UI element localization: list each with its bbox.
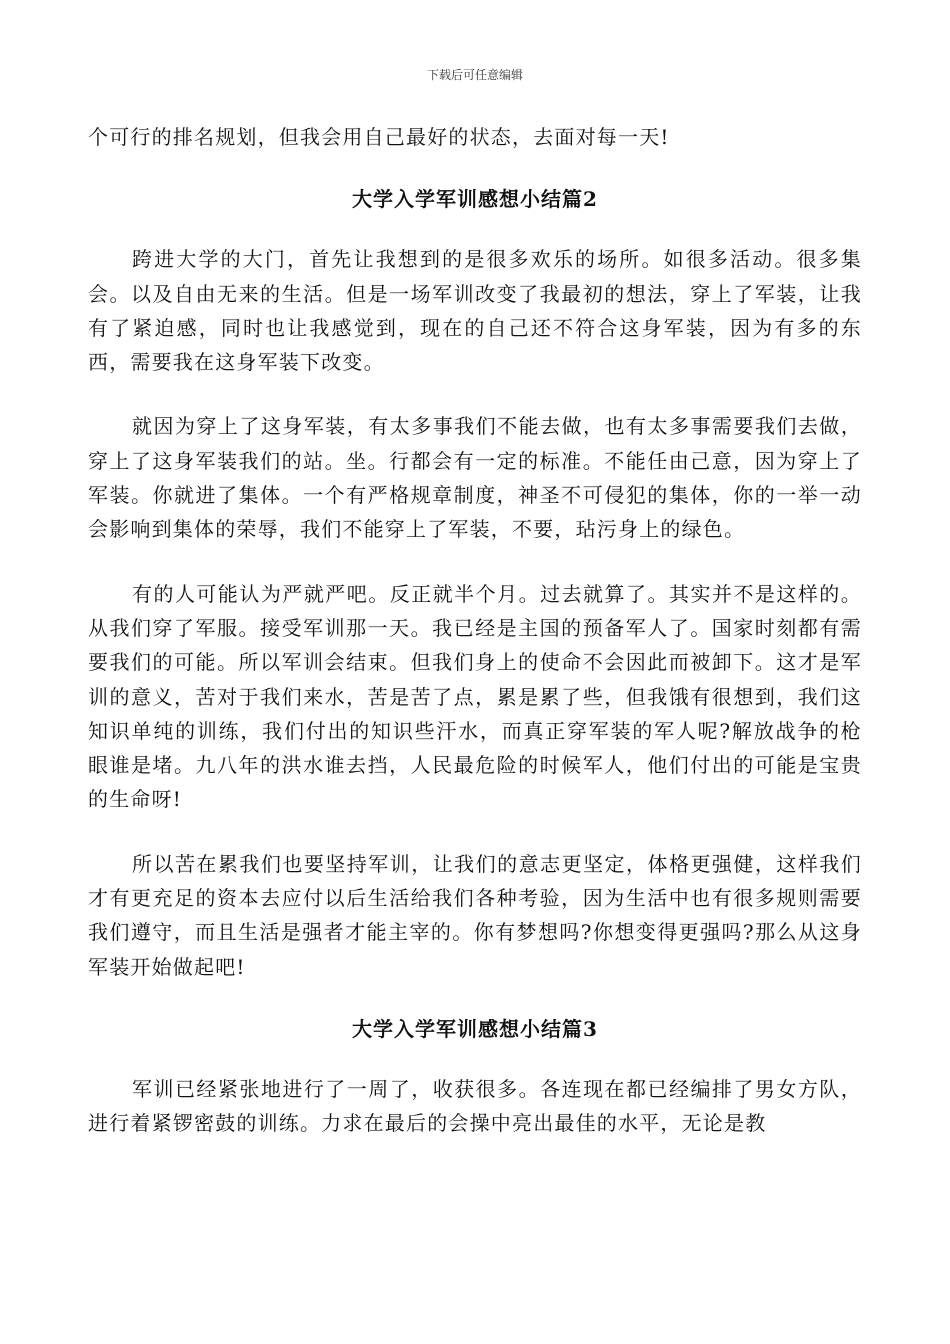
section-3-paragraph-1: 军训已经紧张地进行了一周了，收获很多。各连现在都已经编排了男女方队，进行着紧锣密鼓的训练。力求在最后的会操中亮出最佳的水平，无论是教: [88, 1076, 862, 1136]
section-2-paragraph-4: 所以苦在累我们也要坚持军训，让我们的意志更坚定，体格更强健，这样我们才有更充足的资本去应付以后生活给我们各种考验，因为生活中也有很多规则需要我们遵守，而且生活是强者才能主宰的。你有梦想吗?你想变得更强吗?那么从这身军装开始做起吧!: [88, 851, 862, 979]
section-3-title: 大学入学军训感想小结篇3: [352, 1016, 598, 1041]
header-note: 下载后可任意编辑: [426, 68, 523, 82]
section-2-paragraph-3: 有的人可能认为严就严吧。反正就半个月。过去就算了。其实并不是这样的。从我们穿了军服。接受军训那一天。我已经是主国的预备军人了。国家时刻都有需要我们的可能。所以军训会结束。但我们身上的使命不会因此而被卸下。这才是军训的意义，苦对于我们来水，苦是苦了点，累是累了些，但我饿有很想到，我们这知识单纯的训练，我们付出的知识些汗水，而真正穿军装的军人呢?解放战争的枪眼谁是堵。九八年的洪水谁去挡，人民最危险的时候军人，他们付出的可能是宝贵的生命呀!: [88, 581, 862, 812]
section-2-paragraph-1: 跨进大学的大门，首先让我想到的是很多欢乐的场所。如很多活动。很多集会。以及自由无来的生活。但是一场军训改变了我最初的想法，穿上了军装，让我有了紧迫感，同时也让我感觉到，现在的自己还不符合这身军装，因为有多的东西，需要我在这身军装下改变。: [88, 247, 862, 375]
section-2-paragraph-2: 就因为穿上了这身军装，有太多事我们不能去做，也有太多事需要我们去做，穿上了这身军装我们的站。坐。行都会有一定的标准。不能任由己意，因为穿上了军装。你就进了集体。一个有严格规章制度，神圣不可侵犯的集体，你的一举一动会影响到集体的荣辱，我们不能穿上了军装，不要，玷污身上的绿色。: [88, 414, 862, 542]
document-body: [88, 120, 862, 1141]
intro-tail-paragraph: 个可行的排名规划，但我会用自己最好的状态，去面对每一天!: [88, 125, 670, 149]
section-2-title: 大学入学军训感想小结篇2: [352, 187, 598, 212]
